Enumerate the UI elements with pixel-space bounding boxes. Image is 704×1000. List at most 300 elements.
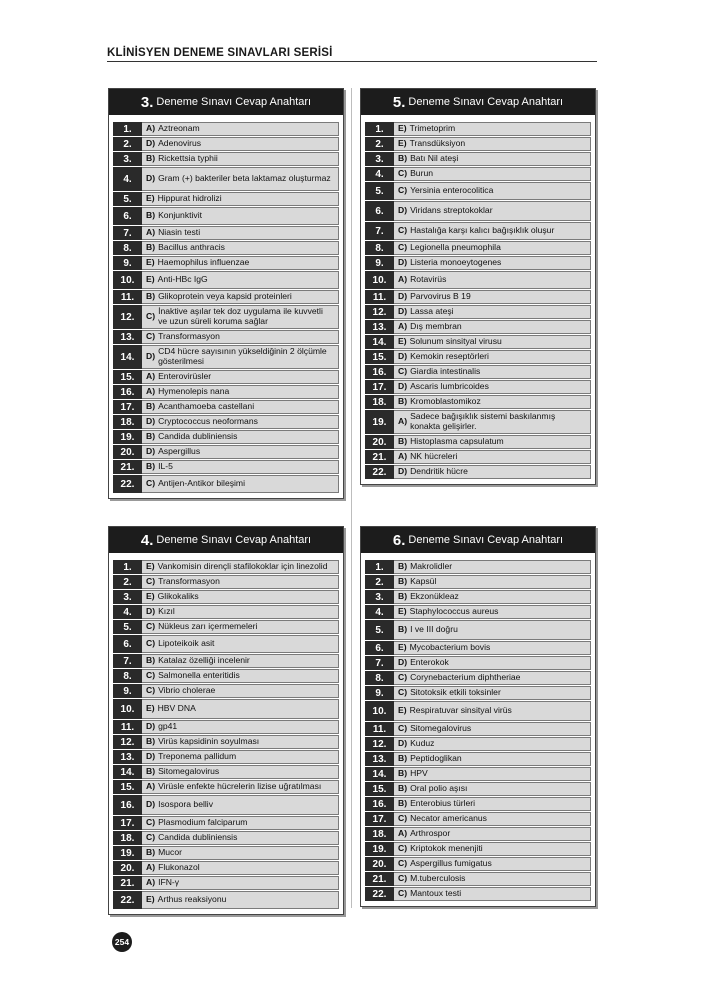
answer-text: Transformasyon — [158, 576, 220, 587]
question-number: 3. — [365, 152, 394, 166]
answer-row — [365, 701, 591, 721]
question-number: 18. — [113, 831, 142, 845]
question-number: 2. — [365, 137, 394, 151]
question-number: 21. — [113, 876, 142, 890]
answer-cell — [142, 699, 339, 719]
answer-text: IL-5 — [158, 461, 173, 472]
answer-row — [113, 831, 339, 845]
question-number: 4. — [365, 605, 394, 619]
question-number: 19. — [113, 430, 142, 444]
question-number: 16. — [365, 797, 394, 811]
answer-option: B) — [146, 431, 156, 442]
answer-cell — [394, 872, 591, 886]
answer-cell — [394, 182, 591, 200]
question-number: 9. — [113, 684, 142, 698]
answer-cell — [142, 460, 339, 474]
answer-row — [365, 872, 591, 886]
question-number: 16. — [365, 365, 394, 379]
answer-row — [365, 350, 591, 364]
panel-title: Deneme Sınavı Cevap Anahtarı — [156, 96, 312, 108]
answer-cell — [142, 256, 339, 270]
answer-text: Cryptococcus neoformans — [158, 416, 258, 427]
answer-option: E) — [398, 138, 407, 149]
answer-text: Lipoteikoik asit — [158, 638, 215, 649]
answer-text: Kemokin reseptörleri — [410, 351, 489, 362]
answer-cell — [142, 735, 339, 749]
answer-row — [365, 737, 591, 751]
answer-option: B) — [398, 436, 408, 447]
answer-row — [365, 842, 591, 856]
answer-cell — [142, 330, 339, 344]
answer-cell — [142, 430, 339, 444]
answer-text: Mucor — [158, 847, 182, 858]
answer-cell — [394, 410, 591, 434]
answer-row — [365, 320, 591, 334]
answer-cell — [142, 780, 339, 794]
answer-option: C) — [146, 638, 156, 649]
answer-option: C) — [398, 366, 408, 377]
answer-cell — [142, 137, 339, 151]
panel-title: Deneme Sınavı Cevap Anahtarı — [156, 534, 312, 546]
answer-row — [365, 290, 591, 304]
answer-text: Dendritik hücre — [410, 466, 468, 477]
answer-option: A) — [398, 321, 408, 332]
answer-cell — [142, 370, 339, 384]
answer-option: A) — [146, 227, 156, 238]
answer-key-panel-4 — [108, 526, 344, 915]
answer-text: Kromoblastomikoz — [410, 396, 481, 407]
answer-cell — [394, 335, 591, 349]
question-number: 2. — [365, 575, 394, 589]
question-number: 4. — [113, 605, 142, 619]
answer-cell — [394, 722, 591, 736]
answer-text: Respiratuvar sinsityal virüs — [409, 705, 512, 716]
answer-row — [365, 167, 591, 181]
answer-row — [113, 635, 339, 653]
answer-text: I ve III doğru — [410, 624, 458, 635]
answer-text: Kızıl — [158, 606, 175, 617]
answer-row — [113, 560, 339, 574]
question-number: 21. — [365, 872, 394, 886]
answer-text: Vibrio cholerae — [158, 685, 216, 696]
answer-text: Candida dubliniensis — [158, 832, 238, 843]
answer-row — [365, 575, 591, 589]
answer-option: D) — [398, 738, 408, 749]
answer-text: Isospora belliv — [158, 799, 214, 810]
page-number-badge: 254 — [112, 932, 132, 952]
question-number: 19. — [365, 410, 394, 434]
panel-title: Deneme Sınavı Cevap Anahtarı — [408, 96, 564, 108]
answer-option: B) — [146, 291, 156, 302]
answer-cell — [142, 720, 339, 734]
answer-row — [113, 684, 339, 698]
question-number: 17. — [113, 400, 142, 414]
answer-cell — [142, 876, 339, 890]
answer-cell — [394, 686, 591, 700]
answer-text: Aspergillus — [158, 446, 201, 457]
answer-row — [113, 400, 339, 414]
answer-text: Enterovirüsler — [158, 371, 212, 382]
panel-number: 6. — [392, 531, 406, 549]
answer-row — [113, 861, 339, 875]
question-number: 13. — [113, 750, 142, 764]
answer-cell — [394, 450, 591, 464]
answer-text: Hymenolepis nana — [158, 386, 230, 397]
answer-cell — [142, 226, 339, 240]
answer-option: D) — [146, 416, 156, 427]
column-divider — [351, 88, 352, 908]
question-number: 13. — [365, 752, 394, 766]
answer-row — [113, 137, 339, 151]
answer-cell — [394, 320, 591, 334]
question-number: 17. — [365, 380, 394, 394]
answer-row — [113, 152, 339, 166]
answer-cell — [394, 222, 591, 240]
answer-text: Bacillus anthracis — [158, 242, 225, 253]
question-number: 6. — [113, 635, 142, 653]
answer-row — [113, 780, 339, 794]
answer-row — [365, 782, 591, 796]
answer-option: B) — [398, 591, 408, 602]
answer-cell — [142, 590, 339, 604]
question-number: 3. — [365, 590, 394, 604]
question-number: 18. — [365, 395, 394, 409]
answer-text: Virüsle enfekte hücrelerin lizise uğratılması — [158, 781, 322, 792]
answer-cell — [142, 861, 339, 875]
answer-row — [365, 767, 591, 781]
answer-text: Haemophilus influenzae — [157, 257, 250, 268]
answer-option: E) — [398, 642, 407, 653]
answer-cell — [142, 560, 339, 574]
answer-cell — [142, 207, 339, 225]
answer-option: B) — [146, 847, 156, 858]
answer-cell — [394, 671, 591, 685]
answer-cell — [394, 365, 591, 379]
answer-cell — [142, 305, 339, 329]
answer-row — [113, 305, 339, 329]
answer-cell — [142, 816, 339, 830]
answer-option: B) — [146, 242, 156, 253]
answer-option: C) — [146, 832, 156, 843]
answer-cell — [394, 152, 591, 166]
answer-text: Rickettsia typhii — [158, 153, 218, 164]
answer-row — [365, 365, 591, 379]
answer-cell — [142, 152, 339, 166]
answer-option: B) — [146, 655, 156, 666]
answer-option: D) — [146, 721, 156, 732]
question-number: 20. — [113, 445, 142, 459]
answer-cell — [394, 122, 591, 136]
answer-option: E) — [146, 591, 155, 602]
question-number: 8. — [365, 671, 394, 685]
answer-row — [113, 720, 339, 734]
answer-cell — [142, 684, 339, 698]
panel-rows — [361, 553, 595, 906]
question-number: 17. — [113, 816, 142, 830]
answer-text: Vankomisin dirençli stafilokoklar için linezolid — [157, 561, 328, 572]
answer-option: D) — [146, 173, 156, 184]
answer-text: M.tuberculosis — [410, 873, 466, 884]
question-number: 13. — [365, 320, 394, 334]
question-number: 7. — [113, 226, 142, 240]
answer-cell — [394, 256, 591, 270]
question-number: 11. — [365, 722, 394, 736]
question-number: 9. — [365, 686, 394, 700]
answer-cell — [394, 782, 591, 796]
answer-text: Acanthamoeba castellani — [158, 401, 255, 412]
answer-row — [113, 460, 339, 474]
answer-option: B) — [398, 753, 408, 764]
question-number: 14. — [113, 765, 142, 779]
answer-option: D) — [146, 446, 156, 457]
answer-cell — [394, 701, 591, 721]
answer-cell — [394, 271, 591, 289]
question-number: 18. — [113, 415, 142, 429]
answer-option: A) — [398, 828, 408, 839]
answer-text: Sitotoksik etkili toksinler — [410, 687, 501, 698]
answer-cell — [142, 385, 339, 399]
answer-option: B) — [146, 153, 156, 164]
answer-option: D) — [146, 606, 156, 617]
panel-header — [361, 89, 595, 115]
answer-row — [365, 395, 591, 409]
answer-option: E) — [398, 336, 407, 347]
answer-cell — [394, 656, 591, 670]
answer-option: D) — [398, 657, 408, 668]
answer-cell — [142, 765, 339, 779]
answer-row — [365, 465, 591, 479]
answer-text: Treponema pallidum — [158, 751, 237, 762]
answer-option: B) — [398, 768, 408, 779]
answer-row — [365, 256, 591, 270]
answer-row — [113, 795, 339, 815]
answer-row — [365, 686, 591, 700]
question-number: 4. — [365, 167, 394, 181]
answer-option: E) — [146, 257, 155, 268]
panel-number: 4. — [140, 531, 154, 549]
question-number: 10. — [365, 701, 394, 721]
answer-option: C) — [146, 576, 156, 587]
question-number: 16. — [113, 795, 142, 815]
answer-option: D) — [398, 351, 408, 362]
question-number: 2. — [113, 575, 142, 589]
panel-header — [361, 527, 595, 553]
question-number: 1. — [365, 122, 394, 136]
answer-option: C) — [146, 311, 156, 322]
question-number: 17. — [365, 812, 394, 826]
question-number: 15. — [113, 780, 142, 794]
answer-text: Niasin testi — [158, 227, 201, 238]
answer-option: C) — [398, 242, 408, 253]
answer-cell — [142, 750, 339, 764]
answer-row — [365, 752, 591, 766]
answer-option: C) — [146, 817, 156, 828]
question-number: 7. — [365, 656, 394, 670]
answer-option: B) — [398, 783, 408, 794]
answer-text: Parvovirus B 19 — [410, 291, 471, 302]
answer-row — [113, 330, 339, 344]
question-number: 1. — [113, 560, 142, 574]
answer-text: Histoplasma capsulatum — [410, 436, 504, 447]
answer-option: B) — [146, 401, 156, 412]
answer-text: Aztreonam — [158, 123, 200, 134]
answer-option: D) — [146, 138, 156, 149]
answer-row — [113, 290, 339, 304]
answer-text: HPV — [410, 768, 428, 779]
answer-cell — [142, 654, 339, 668]
answer-cell — [394, 575, 591, 589]
answer-text: gp41 — [158, 721, 178, 732]
answer-option: A) — [146, 371, 156, 382]
answer-text: Arthus reaksiyonu — [157, 894, 227, 905]
panel-rows — [361, 115, 595, 484]
question-number: 6. — [365, 641, 394, 655]
answer-cell — [394, 137, 591, 151]
answer-cell — [394, 827, 591, 841]
answer-row — [365, 450, 591, 464]
answer-option: C) — [398, 723, 408, 734]
answer-text: IFN-γ — [158, 877, 180, 888]
answer-cell — [142, 831, 339, 845]
question-number: 20. — [113, 861, 142, 875]
answer-text: Solunum sinsityal virusu — [409, 336, 502, 347]
answer-option: D) — [398, 291, 408, 302]
answer-cell — [394, 435, 591, 449]
answer-option: E) — [146, 703, 155, 714]
answer-option: E) — [146, 561, 155, 572]
answer-text: Enterobius türleri — [410, 798, 476, 809]
answer-text: Peptidoglikan — [410, 753, 462, 764]
answer-row — [113, 226, 339, 240]
answer-row — [113, 256, 339, 270]
answer-row — [365, 656, 591, 670]
answer-text: Makrolidler — [410, 561, 453, 572]
answer-text: Katalaz özelliği incelenir — [158, 655, 250, 666]
answer-row — [365, 857, 591, 871]
answer-cell — [142, 635, 339, 653]
panel-number: 5. — [392, 93, 406, 111]
question-number: 22. — [365, 887, 394, 901]
answer-row — [365, 641, 591, 655]
answer-cell — [394, 857, 591, 871]
answer-row — [365, 201, 591, 221]
question-number: 22. — [113, 891, 142, 909]
answer-option: B) — [398, 561, 408, 572]
answer-row — [113, 590, 339, 604]
answer-text: Legionella pneumophila — [410, 242, 501, 253]
answer-option: A) — [398, 274, 408, 285]
question-number: 10. — [113, 271, 142, 289]
answer-row — [365, 152, 591, 166]
answer-option: E) — [398, 123, 407, 134]
answer-cell — [394, 305, 591, 319]
question-number: 19. — [113, 846, 142, 860]
answer-text: Kuduz — [410, 738, 435, 749]
answer-row — [113, 876, 339, 890]
question-number: 20. — [365, 435, 394, 449]
answer-option: D) — [398, 205, 408, 216]
answer-cell — [142, 575, 339, 589]
question-number: 1. — [365, 560, 394, 574]
answer-row — [365, 671, 591, 685]
question-number: 19. — [365, 842, 394, 856]
answer-row — [365, 797, 591, 811]
question-number: 12. — [365, 737, 394, 751]
answer-cell — [394, 350, 591, 364]
panel-rows — [109, 553, 343, 914]
answer-option: D) — [146, 799, 156, 810]
answer-text: Batı Nil ateşi — [410, 153, 459, 164]
answer-text: Viridans streptokoklar — [410, 205, 493, 216]
answer-text: Transdüksiyon — [409, 138, 466, 149]
question-number: 8. — [113, 669, 142, 683]
answer-text: İnaktive aşılar tek doz uygulama ile kuvvetli ve uzun süreli koruma sağlar — [158, 306, 323, 326]
answer-row — [365, 271, 591, 289]
question-number: 1. — [113, 122, 142, 136]
question-number: 5. — [113, 192, 142, 206]
answer-row — [365, 380, 591, 394]
answer-option: D) — [146, 351, 156, 362]
answer-text: Listeria monoeytogenes — [410, 257, 502, 268]
question-number: 5. — [365, 182, 394, 200]
answer-option: D) — [146, 751, 156, 762]
answer-option: A) — [398, 451, 408, 462]
answer-text: Yersinia enterocolitica — [410, 185, 494, 196]
question-number: 21. — [113, 460, 142, 474]
answer-text: Adenovirus — [158, 138, 202, 149]
question-number: 14. — [365, 335, 394, 349]
answer-text: Burun — [410, 168, 434, 179]
answer-option: A) — [146, 123, 156, 134]
question-number: 15. — [365, 782, 394, 796]
answer-cell — [142, 345, 339, 369]
answer-row — [113, 271, 339, 289]
answer-cell — [394, 290, 591, 304]
answer-text: Sitomegalovirus — [410, 723, 472, 734]
answer-cell — [394, 590, 591, 604]
series-title: KLİNİSYEN DENEME SINAVLARI SERİSİ — [107, 47, 333, 59]
answer-option: C) — [398, 687, 408, 698]
answer-option: E) — [398, 606, 407, 617]
answer-row — [113, 385, 339, 399]
answer-option: A) — [146, 862, 156, 873]
question-number: 4. — [113, 167, 142, 191]
answer-text: Lassa ateşi — [410, 306, 454, 317]
answer-option: A) — [146, 877, 156, 888]
answer-text: Mantoux testi — [410, 888, 462, 899]
answer-text: Flukonazol — [158, 862, 200, 873]
answer-text: Staphylococcus aureus — [409, 606, 499, 617]
answer-text: NK hücreleri — [410, 451, 458, 462]
panel-title: Deneme Sınavı Cevap Anahtarı — [408, 534, 564, 546]
answer-option: D) — [398, 381, 408, 392]
answer-option: C) — [398, 858, 408, 869]
question-number: 8. — [365, 241, 394, 255]
answer-text: Dış membran — [410, 321, 462, 332]
answer-cell — [394, 767, 591, 781]
answer-cell — [394, 812, 591, 826]
answer-cell — [142, 445, 339, 459]
answer-cell — [394, 201, 591, 221]
answer-row — [365, 222, 591, 240]
question-number: 2. — [113, 137, 142, 151]
answer-row — [113, 605, 339, 619]
answer-cell — [142, 400, 339, 414]
answer-option: C) — [146, 478, 156, 489]
panel-rows — [109, 115, 343, 498]
answer-option: C) — [398, 873, 408, 884]
question-number: 9. — [113, 256, 142, 270]
